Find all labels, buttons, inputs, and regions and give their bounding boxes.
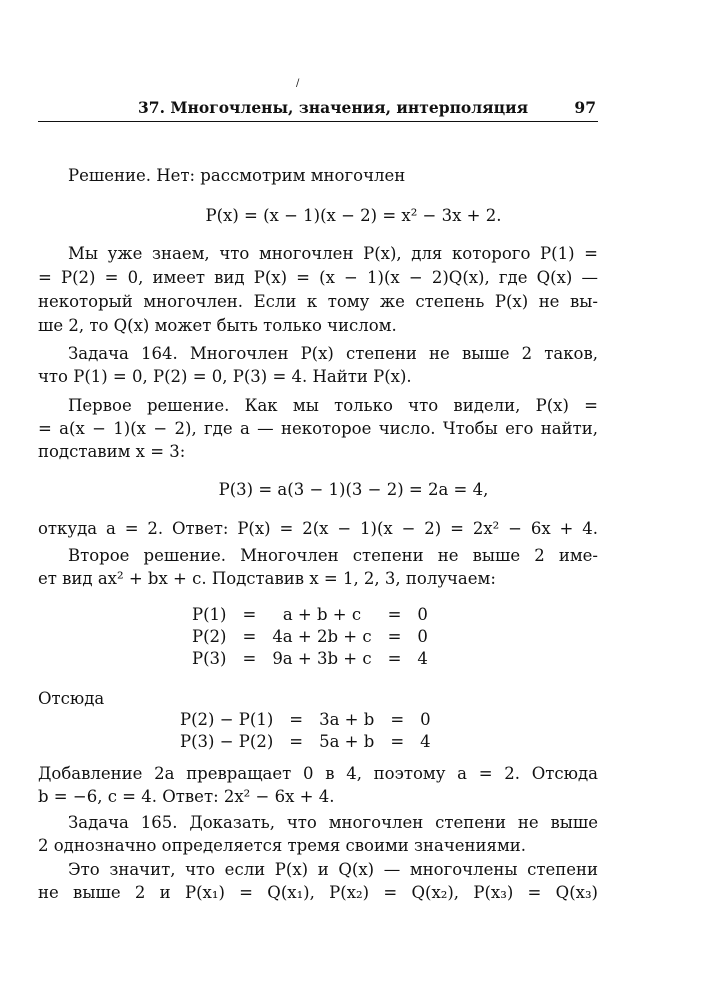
eq-sign: = [387,605,402,624]
text-line: 2 однозначно определяется тремя своими значениями. [38,836,527,855]
eq-rhs: 0 [417,605,428,624]
eq-lhs: P(3) [192,649,227,668]
eq-sign: = [242,649,257,668]
text-line: некоторый многочлен. Если к тому же степень P(x) не вы- [38,292,598,311]
eq-lhs: P(2) − P(1) [180,710,274,729]
text-line: = a(x − 1)(x − 2), где a — некоторое число. Чтобы его найти, [38,419,598,438]
text-line: Это значит, что если P(x) и Q(x) — многочлены степени [68,860,598,879]
equation-row [172,731,439,753]
text-line: Отсюда [38,689,105,708]
eq-sign: = [387,627,402,646]
text-line: = P(2) = 0, имеет вид P(x) = (x − 1)(x − 2)Q(x), где Q(x) — [38,268,598,287]
problem-164-line: Задача 164. Многочлен P(x) степени не выше 2 таков, [68,344,598,363]
equation-row [184,626,436,648]
eq-middle: 9a + 3b + c [272,649,372,668]
page-number: 97 [574,98,596,117]
eq-middle: a + b + c [282,605,362,624]
text-line: ше 2, то Q(x) может быть только числом. [38,316,397,335]
text-line: ет вид ax² + bx + c. Подставив x = 1, 2, 3, получаем: [38,569,496,588]
eq-sign: = [289,732,304,751]
eq-sign: = [390,710,405,729]
equation-system-2 [172,709,439,753]
problem-165-line: Задача 165. Доказать, что многочлен степени не выше [68,813,598,832]
eq-lhs: P(1) [192,605,227,624]
running-header [38,98,596,117]
second-solution-line: Второе решение. Многочлен степени не выше 2 име- [68,546,598,565]
text-line: не выше 2 и P(x₁) = Q(x₁), P(x₂) = Q(x₂), P(x₃) = Q(x₃) [38,883,598,902]
header-rule [38,121,598,122]
answer-line: откуда a = 2. Ответ: P(x) = 2(x − 1)(x − 2) = 2x² − 6x + 4. [38,519,598,538]
text-line: Добавление 2a превращает 0 в 4, поэтому a = 2. Отсюда [38,764,598,783]
eq-middle: 3a + b [319,710,375,729]
text-line: подставим x = 3: [38,442,186,461]
equation-row [172,709,439,731]
answer-line: b = −6, c = 4. Ответ: 2x² − 6x + 4. [38,787,335,806]
text-line: Мы уже знаем, что многочлен P(x), для которого P(1) = [68,244,598,263]
eq-sign: = [390,732,405,751]
eq-sign: = [387,649,402,668]
eq-sign: = [289,710,304,729]
eq-rhs: 0 [417,627,428,646]
eq-middle: 4a + 2b + c [272,627,372,646]
equation-system-1 [184,604,436,670]
display-equation-2: P(3) = a(3 − 1)(3 − 2) = 2a = 4, [218,480,489,499]
eq-sign: = [242,605,257,624]
eq-rhs: 4 [417,649,428,668]
eq-middle: 5a + b [319,732,375,751]
solution-intro-line: Решение. Нет: рассмотрим многочлен [68,166,406,185]
eq-lhs: P(3) − P(2) [180,732,274,751]
eq-lhs: P(2) [192,627,227,646]
text-line: что P(1) = 0, P(2) = 0, P(3) = 4. Найти P(x). [38,367,412,386]
stray-mark: / [296,78,300,89]
first-solution-line: Первое решение. Как мы только что видели, P(x) = [68,396,598,415]
eq-rhs: 4 [420,732,431,751]
display-equation-1: P(x) = (x − 1)(x − 2) = x² − 3x + 2. [205,206,502,225]
eq-rhs: 0 [420,710,431,729]
equation-row [184,648,436,670]
eq-sign: = [242,627,257,646]
equation-row [184,604,436,626]
running-header-title: 37. Многочлены, значения, интерполяция [138,98,529,117]
